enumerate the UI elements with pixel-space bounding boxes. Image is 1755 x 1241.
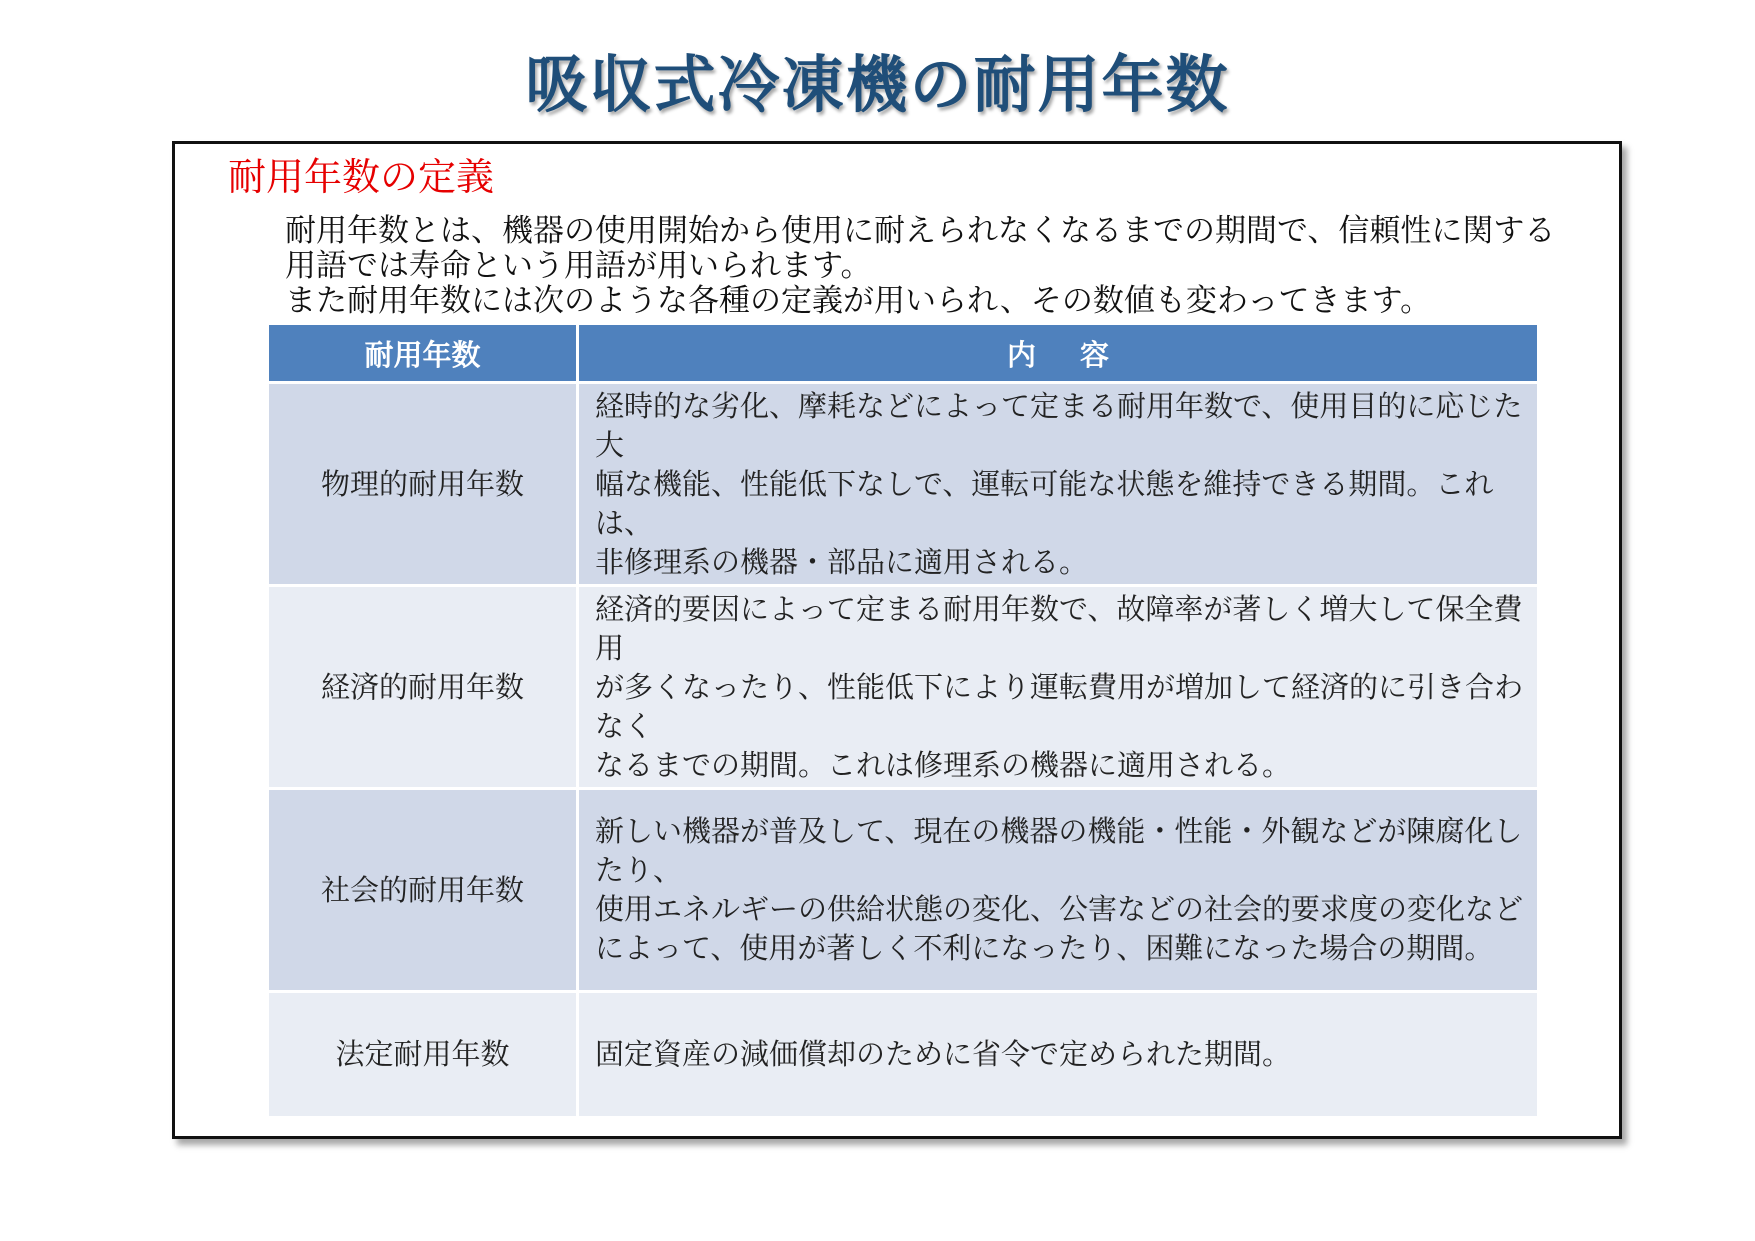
- description-line: 新しい機器が普及して、現在の機器の機能・性能・外観などが陳腐化したり、: [595, 814, 1523, 887]
- definitions-table: [266, 322, 1540, 1119]
- row-term: 物理的耐用年数: [269, 384, 576, 584]
- table-row: [269, 993, 1537, 1116]
- row-term: 経済的耐用年数: [269, 587, 576, 787]
- table-row: [269, 790, 1537, 990]
- intro-line: また耐用年数には次のような各種の定義が用いられ、その数値も変わってきます。: [285, 283, 1432, 319]
- row-term: 社会的耐用年数: [269, 790, 576, 990]
- row-description: [579, 993, 1537, 1116]
- description-line: 経済的要因によって定まる耐用年数で、故障率が著しく増大して保全費用: [595, 591, 1523, 665]
- description-line: 使用エネルギーの供給状態の変化、公害などの社会的要求度の変化など: [595, 892, 1524, 926]
- row-description: [579, 384, 1537, 584]
- table-header-row: [269, 325, 1537, 381]
- intro-line: 用語では寿命という用語が用いられます。: [285, 248, 872, 284]
- table-row: [269, 587, 1537, 787]
- page-title: 吸収式冷凍機の耐用年数: [525, 48, 1230, 121]
- section-heading: 耐用年数の定義: [228, 155, 495, 199]
- intro-text: [285, 214, 1585, 319]
- description-line: によって、使用が著しく不利になったり、困難になった場合の期間。: [595, 931, 1494, 965]
- header-content: [579, 325, 1537, 381]
- description-line: 固定資産の減価償却のために省令で定められた期間。: [595, 1037, 1292, 1071]
- description-line: 幅な機能、性能低下なしで、運転可能な状態を維持できる期間。これは、: [595, 466, 1494, 540]
- description-line: 経時的な劣化、摩耗などによって定まる耐用年数で、使用目的に応じた大: [595, 388, 1523, 462]
- table-row: [269, 384, 1537, 584]
- row-description: [579, 790, 1537, 990]
- row-term: 法定耐用年数: [269, 993, 576, 1116]
- header-term: 耐用年数: [269, 325, 576, 381]
- content-frame: [172, 141, 1622, 1139]
- description-line: が多くなったり、性能低下により運転費用が増加して経済的に引き合わなく: [595, 669, 1524, 743]
- row-description: [579, 587, 1537, 787]
- description-line: 非修理系の機器・部品に適用される。: [595, 544, 1089, 579]
- description-line: なるまでの期間。これは修理系の機器に適用される。: [595, 747, 1292, 782]
- header-content-char-2: 容: [1080, 337, 1110, 372]
- intro-line: 耐用年数とは、機器の使用開始から使用に耐えられなくなるまでの期間で、信頼性に関する: [285, 213, 1556, 249]
- definitions-table-wrap: [269, 325, 1543, 1116]
- header-content-char-1: 内: [1006, 337, 1036, 372]
